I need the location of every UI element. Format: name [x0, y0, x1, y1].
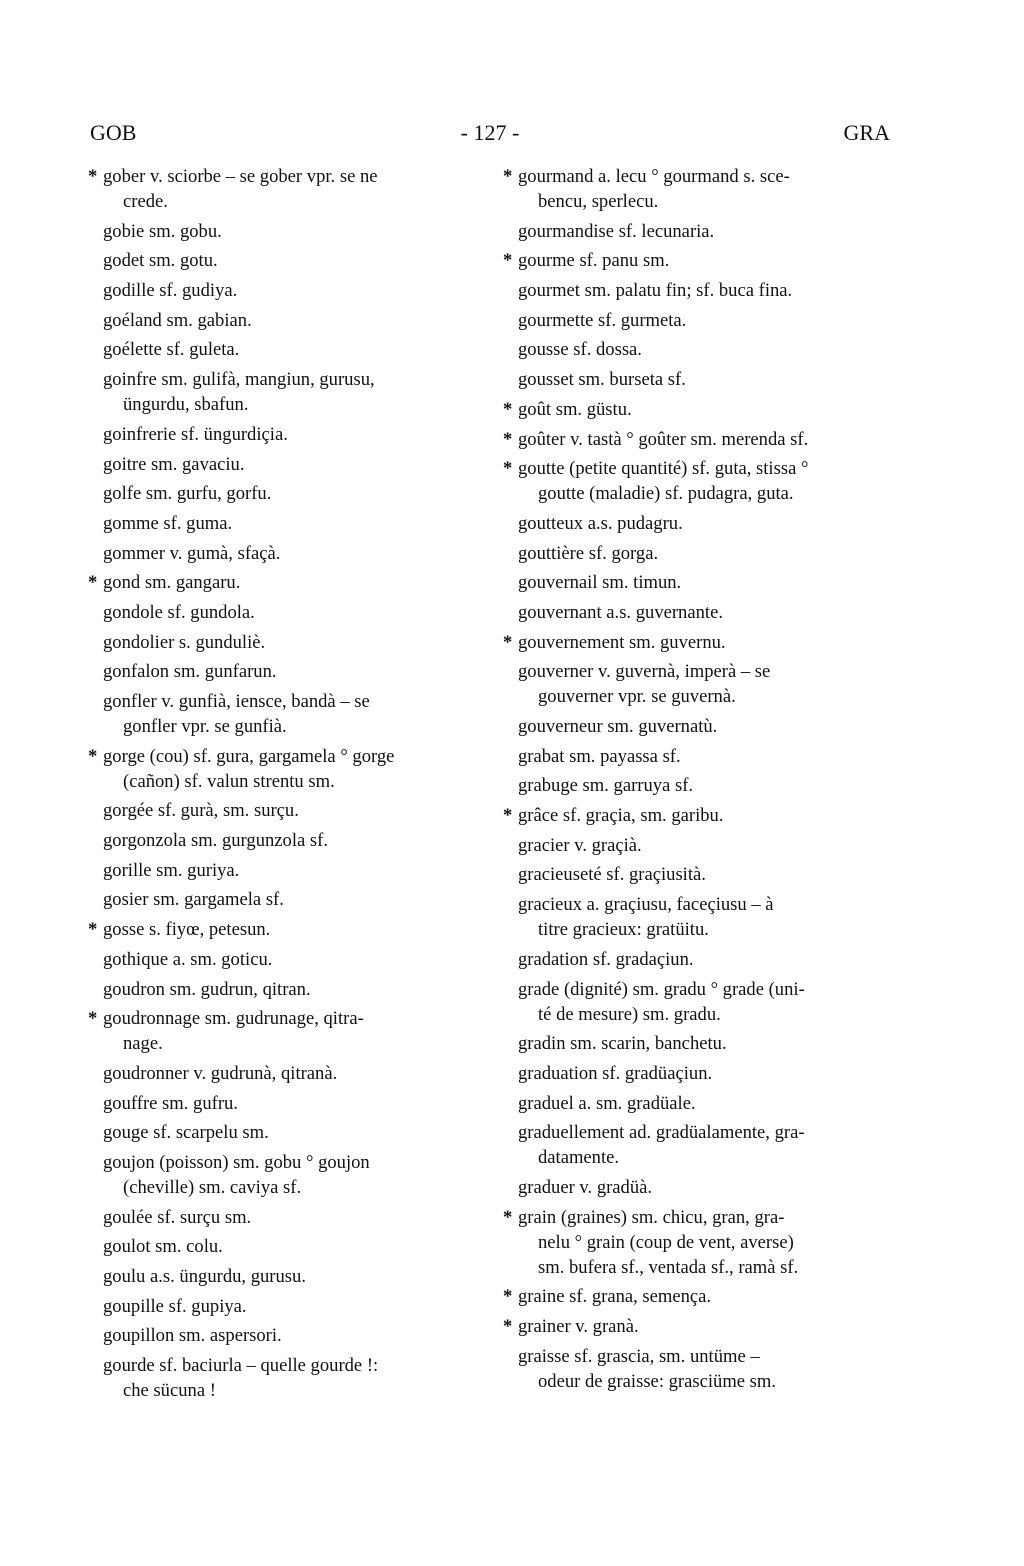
entry-line: goitre sm. gavaciu.	[103, 453, 245, 475]
entry-line: goûter v. tastà ° goûter sm. merenda sf.	[518, 428, 809, 450]
entry-line: gourmette sf. gurmeta.	[518, 309, 687, 331]
asterisk-marker: *	[88, 572, 98, 594]
dictionary-entry	[103, 1061, 475, 1086]
asterisk-marker: *	[503, 1316, 513, 1337]
entry-line: gracieux a. graçiusu, faceçiusu – à	[518, 894, 774, 916]
entry-line: gourme sf. panu sm.	[518, 250, 670, 272]
entry-line: godet sm. gotu.	[103, 250, 218, 272]
dictionary-entry	[88, 744, 475, 794]
asterisk-marker: *	[88, 1008, 98, 1030]
entry-line: grabat sm. payassa sf.	[518, 745, 681, 767]
entry-line: goudron sm. gudrun, qitran.	[103, 978, 311, 1000]
entry-line: gracier v. graçià.	[518, 834, 642, 856]
entry-line: gradin sm. scarin, banchetu.	[518, 1033, 727, 1055]
entry-line: gondole sf. gundola.	[103, 601, 255, 623]
dictionary-entry	[503, 1284, 890, 1309]
entry-line: gond sm. gangaru.	[103, 572, 241, 594]
dictionary-entry	[103, 977, 475, 1002]
dictionary-entry	[518, 278, 890, 303]
dictionary-entry	[518, 1120, 890, 1170]
dictionary-entry	[518, 947, 890, 972]
entry-line: gorge (cou) sf. gura, gargamela ° gorge	[103, 745, 395, 767]
entry-line: gorille sm. guriya.	[103, 859, 240, 881]
dictionary-entry	[103, 1264, 475, 1289]
entry-line: gosse s. fiyœ, petesun.	[103, 919, 271, 941]
entry-line: gondolier s. gunduliè.	[103, 631, 266, 653]
dictionary-entry	[103, 1323, 475, 1348]
dictionary-entry	[503, 630, 890, 655]
dictionary-entry	[503, 1314, 890, 1339]
dictionary-entry	[518, 219, 890, 244]
dictionary-entry	[103, 481, 475, 506]
entry-line: gonfalon sm. gunfarun.	[103, 661, 277, 683]
entry-line: odeur de graisse: grasciüme sm.	[538, 1370, 777, 1392]
dictionary-entry	[518, 659, 890, 709]
entry-line: godille sf. gudiya.	[103, 280, 238, 302]
entry-line: gomme sf. guma.	[103, 512, 233, 534]
entry-line: gorgée sf. gurà, sm. surçu.	[103, 800, 299, 822]
dictionary-entry	[518, 744, 890, 769]
dictionary-entry	[518, 337, 890, 362]
entry-line: gouffre sm. gufru.	[103, 1092, 238, 1114]
dictionary-entry	[103, 541, 475, 566]
dictionary-entry	[518, 1031, 890, 1056]
dictionary-entry	[103, 828, 475, 853]
asterisk-marker: *	[88, 745, 98, 767]
entry-line: gouverner vpr. se guvernà.	[538, 686, 736, 708]
entry-line: gouvernement sm. guvernu.	[518, 631, 726, 653]
entry-line: (cañon) sf. valun strentu sm.	[123, 770, 335, 792]
asterisk-marker: *	[503, 166, 513, 187]
dictionary-entry	[518, 862, 890, 887]
entry-line: goinfrerie sf. üngurdiçia.	[103, 423, 288, 445]
dictionary-entry	[518, 511, 890, 536]
dictionary-entry	[503, 164, 890, 214]
dictionary-entry	[518, 1175, 890, 1200]
entry-line: crede.	[123, 191, 168, 212]
entry-line: gober v. sciorbe – se gober vpr. se ne	[103, 166, 378, 187]
dictionary-entry	[103, 1150, 475, 1200]
dictionary-entry	[103, 452, 475, 477]
entry-line: gradation sf. gradaçiun.	[518, 948, 694, 970]
entry-line: goupille sf. gupiya.	[103, 1295, 247, 1317]
entry-line: üngurdu, sbafun.	[123, 394, 249, 416]
dictionary-entry	[103, 248, 475, 273]
page-header	[90, 120, 890, 146]
dictionary-entry	[103, 367, 475, 417]
entry-line: goutteux a.s. pudagru.	[518, 512, 683, 534]
entry-line: gracieuseté sf. graçiusità.	[518, 864, 706, 886]
dictionary-entry	[518, 714, 890, 739]
dictionary-entry	[88, 1006, 475, 1056]
entry-line: goutte (petite quantité) sf. guta, stissa °	[518, 458, 809, 480]
dictionary-entry	[518, 773, 890, 798]
entry-line: grâce sf. graçia, sm. garibu.	[518, 805, 724, 827]
entry-line: gousse sf. dossa.	[518, 339, 642, 361]
dictionary-entry	[103, 798, 475, 823]
entry-line: goudronner v. gudrunà, qitranà.	[103, 1062, 338, 1084]
dictionary-entry	[103, 1294, 475, 1319]
dictionary-entry	[518, 1344, 890, 1394]
dictionary-entry	[518, 367, 890, 392]
dictionary-entry	[503, 1205, 890, 1280]
entry-line: goulu a.s. üngurdu, gurusu.	[103, 1266, 306, 1287]
dictionary-entry	[518, 600, 890, 625]
dictionary-entry	[503, 427, 890, 452]
page-number: - 127 -	[460, 120, 520, 145]
entry-line: goudronnage sm. gudrunage, qitra-	[103, 1008, 364, 1030]
dictionary-entry	[103, 219, 475, 244]
dictionary-entry	[88, 917, 475, 942]
dictionary-entry	[103, 947, 475, 972]
entry-line: goulot sm. colu.	[103, 1236, 223, 1258]
dictionary-entry	[88, 570, 475, 595]
asterisk-marker: *	[503, 631, 513, 653]
entry-line: gothique a. sm. goticu.	[103, 948, 273, 970]
dictionary-entry	[103, 278, 475, 303]
dictionary-entry	[518, 541, 890, 566]
dictionary-entry	[103, 659, 475, 684]
asterisk-marker: *	[88, 919, 98, 941]
dictionary-entry	[503, 248, 890, 273]
dictionary-entry	[103, 337, 475, 362]
entry-line: goélette sf. guleta.	[103, 339, 240, 361]
entry-line: che sücuna !	[123, 1380, 216, 1402]
entry-line: nelu ° grain (coup de vent, averse)	[538, 1231, 794, 1253]
dictionary-entry	[88, 164, 475, 214]
entry-line: gousset sm. burseta sf.	[518, 369, 686, 391]
entry-line: graduellement ad. gradüalamente, gra-	[518, 1122, 805, 1144]
entry-line: graisse sf. grascia, sm. untüme –	[518, 1345, 760, 1367]
dictionary-entry	[518, 1091, 890, 1116]
dictionary-entry	[518, 977, 890, 1027]
entry-line: gosier sm. gargamela sf.	[103, 889, 284, 911]
entry-line: gouvernant a.s. guvernante.	[518, 601, 723, 623]
header-first-word: GOB	[90, 120, 137, 145]
entry-line: gonfler vpr. se gunfià.	[123, 716, 287, 737]
left-column	[88, 164, 475, 1408]
dictionary-entry	[518, 892, 890, 942]
entry-line: goéland sm. gabian.	[103, 309, 252, 331]
dictionary-entry	[103, 858, 475, 883]
entry-line: gommer v. gumà, sfaçà.	[103, 542, 281, 564]
asterisk-marker: *	[503, 805, 513, 827]
entry-line: graduel a. sm. gradüale.	[518, 1092, 696, 1114]
entry-line: gourde sf. baciurla – quelle gourde !:	[103, 1355, 379, 1377]
entry-line: goujon (poisson) sm. gobu ° goujon	[103, 1151, 370, 1173]
entry-line: goupillon sm. aspersori.	[103, 1325, 282, 1347]
right-column	[503, 164, 890, 1398]
entry-line: bencu, sperlecu.	[538, 191, 659, 212]
asterisk-marker: *	[503, 428, 513, 450]
entry-line: sm. bufera sf., ventada sf., ramà sf.	[538, 1256, 799, 1278]
entry-line: gourmand a. lecu ° gourmand s. sce-	[518, 166, 790, 187]
entry-line: (cheville) sm. caviya sf.	[123, 1176, 302, 1198]
dictionary-entry	[103, 1120, 475, 1145]
asterisk-marker: *	[503, 1206, 513, 1228]
dictionary-entry	[503, 803, 890, 828]
entry-line: té de mesure) sm. gradu.	[538, 1003, 721, 1025]
entry-line: gourmet sm. palatu fin; sf. buca fina.	[518, 280, 793, 302]
entry-line: grainer v. granà.	[518, 1316, 639, 1337]
asterisk-marker: *	[503, 1286, 513, 1308]
dictionary-entry	[103, 1205, 475, 1230]
entry-line: gobie sm. gobu.	[103, 220, 222, 242]
entry-line: titre gracieux: gratüitu.	[538, 919, 709, 941]
dictionary-entry	[518, 1061, 890, 1086]
entry-line: gorgonzola sm. gurgunzola sf.	[103, 830, 328, 852]
dictionary-entry	[518, 570, 890, 595]
header-last-word: GRA	[843, 120, 890, 145]
dictionary-entry	[103, 630, 475, 655]
asterisk-marker: *	[88, 166, 98, 187]
dictionary-entry	[503, 397, 890, 422]
dictionary-entry	[103, 511, 475, 536]
entry-line: gouvernail sm. timun.	[518, 572, 682, 594]
dictionary-entry	[103, 1234, 475, 1259]
entry-line: gonfler v. gunfià, iensce, bandà – se	[103, 691, 370, 712]
entry-line: gourmandise sf. lecunaria.	[518, 220, 715, 242]
entry-line: grain (graines) sm. chicu, gran, gra-	[518, 1206, 785, 1228]
entry-line: gouge sf. scarpelu sm.	[103, 1122, 269, 1144]
entry-line: goutte (maladie) sf. pudagra, guta.	[538, 483, 794, 505]
dictionary-entry	[103, 422, 475, 447]
asterisk-marker: *	[503, 398, 513, 420]
entry-line: golfe sm. gurfu, gorfu.	[103, 483, 272, 505]
dictionary-entry	[103, 308, 475, 333]
asterisk-marker: *	[503, 250, 513, 272]
entry-line: gouverner v. guvernà, imperà – se	[518, 661, 771, 683]
entry-line: gouttière sf. gorga.	[518, 542, 659, 564]
entry-line: grade (dignité) sm. gradu ° grade (uni-	[518, 978, 805, 1000]
entry-line: graine sf. grana, semença.	[518, 1286, 712, 1308]
entry-line: graduation sf. gradüaçiun.	[518, 1062, 713, 1084]
entry-line: goulée sf. surçu sm.	[103, 1206, 252, 1228]
entry-line: nage.	[123, 1033, 163, 1055]
dictionary-entry	[518, 833, 890, 858]
entry-line: grabuge sm. garruya sf.	[518, 775, 694, 797]
dictionary-entry	[518, 308, 890, 333]
dictionary-entry	[503, 456, 890, 506]
dictionary-entry	[103, 1091, 475, 1116]
dictionary-entry	[103, 689, 475, 739]
dictionary-entry	[103, 600, 475, 625]
asterisk-marker: *	[503, 458, 513, 480]
dictionary-entry	[103, 887, 475, 912]
entry-line: goinfre sm. gulifà, mangiun, gurusu,	[103, 369, 375, 391]
entry-line: goût sm. güstu.	[518, 398, 632, 420]
entry-line: gouverneur sm. guvernatù.	[518, 716, 718, 737]
entry-line: datamente.	[538, 1147, 620, 1169]
dictionary-entry	[103, 1353, 475, 1403]
entry-line: graduer v. gradüà.	[518, 1176, 653, 1198]
